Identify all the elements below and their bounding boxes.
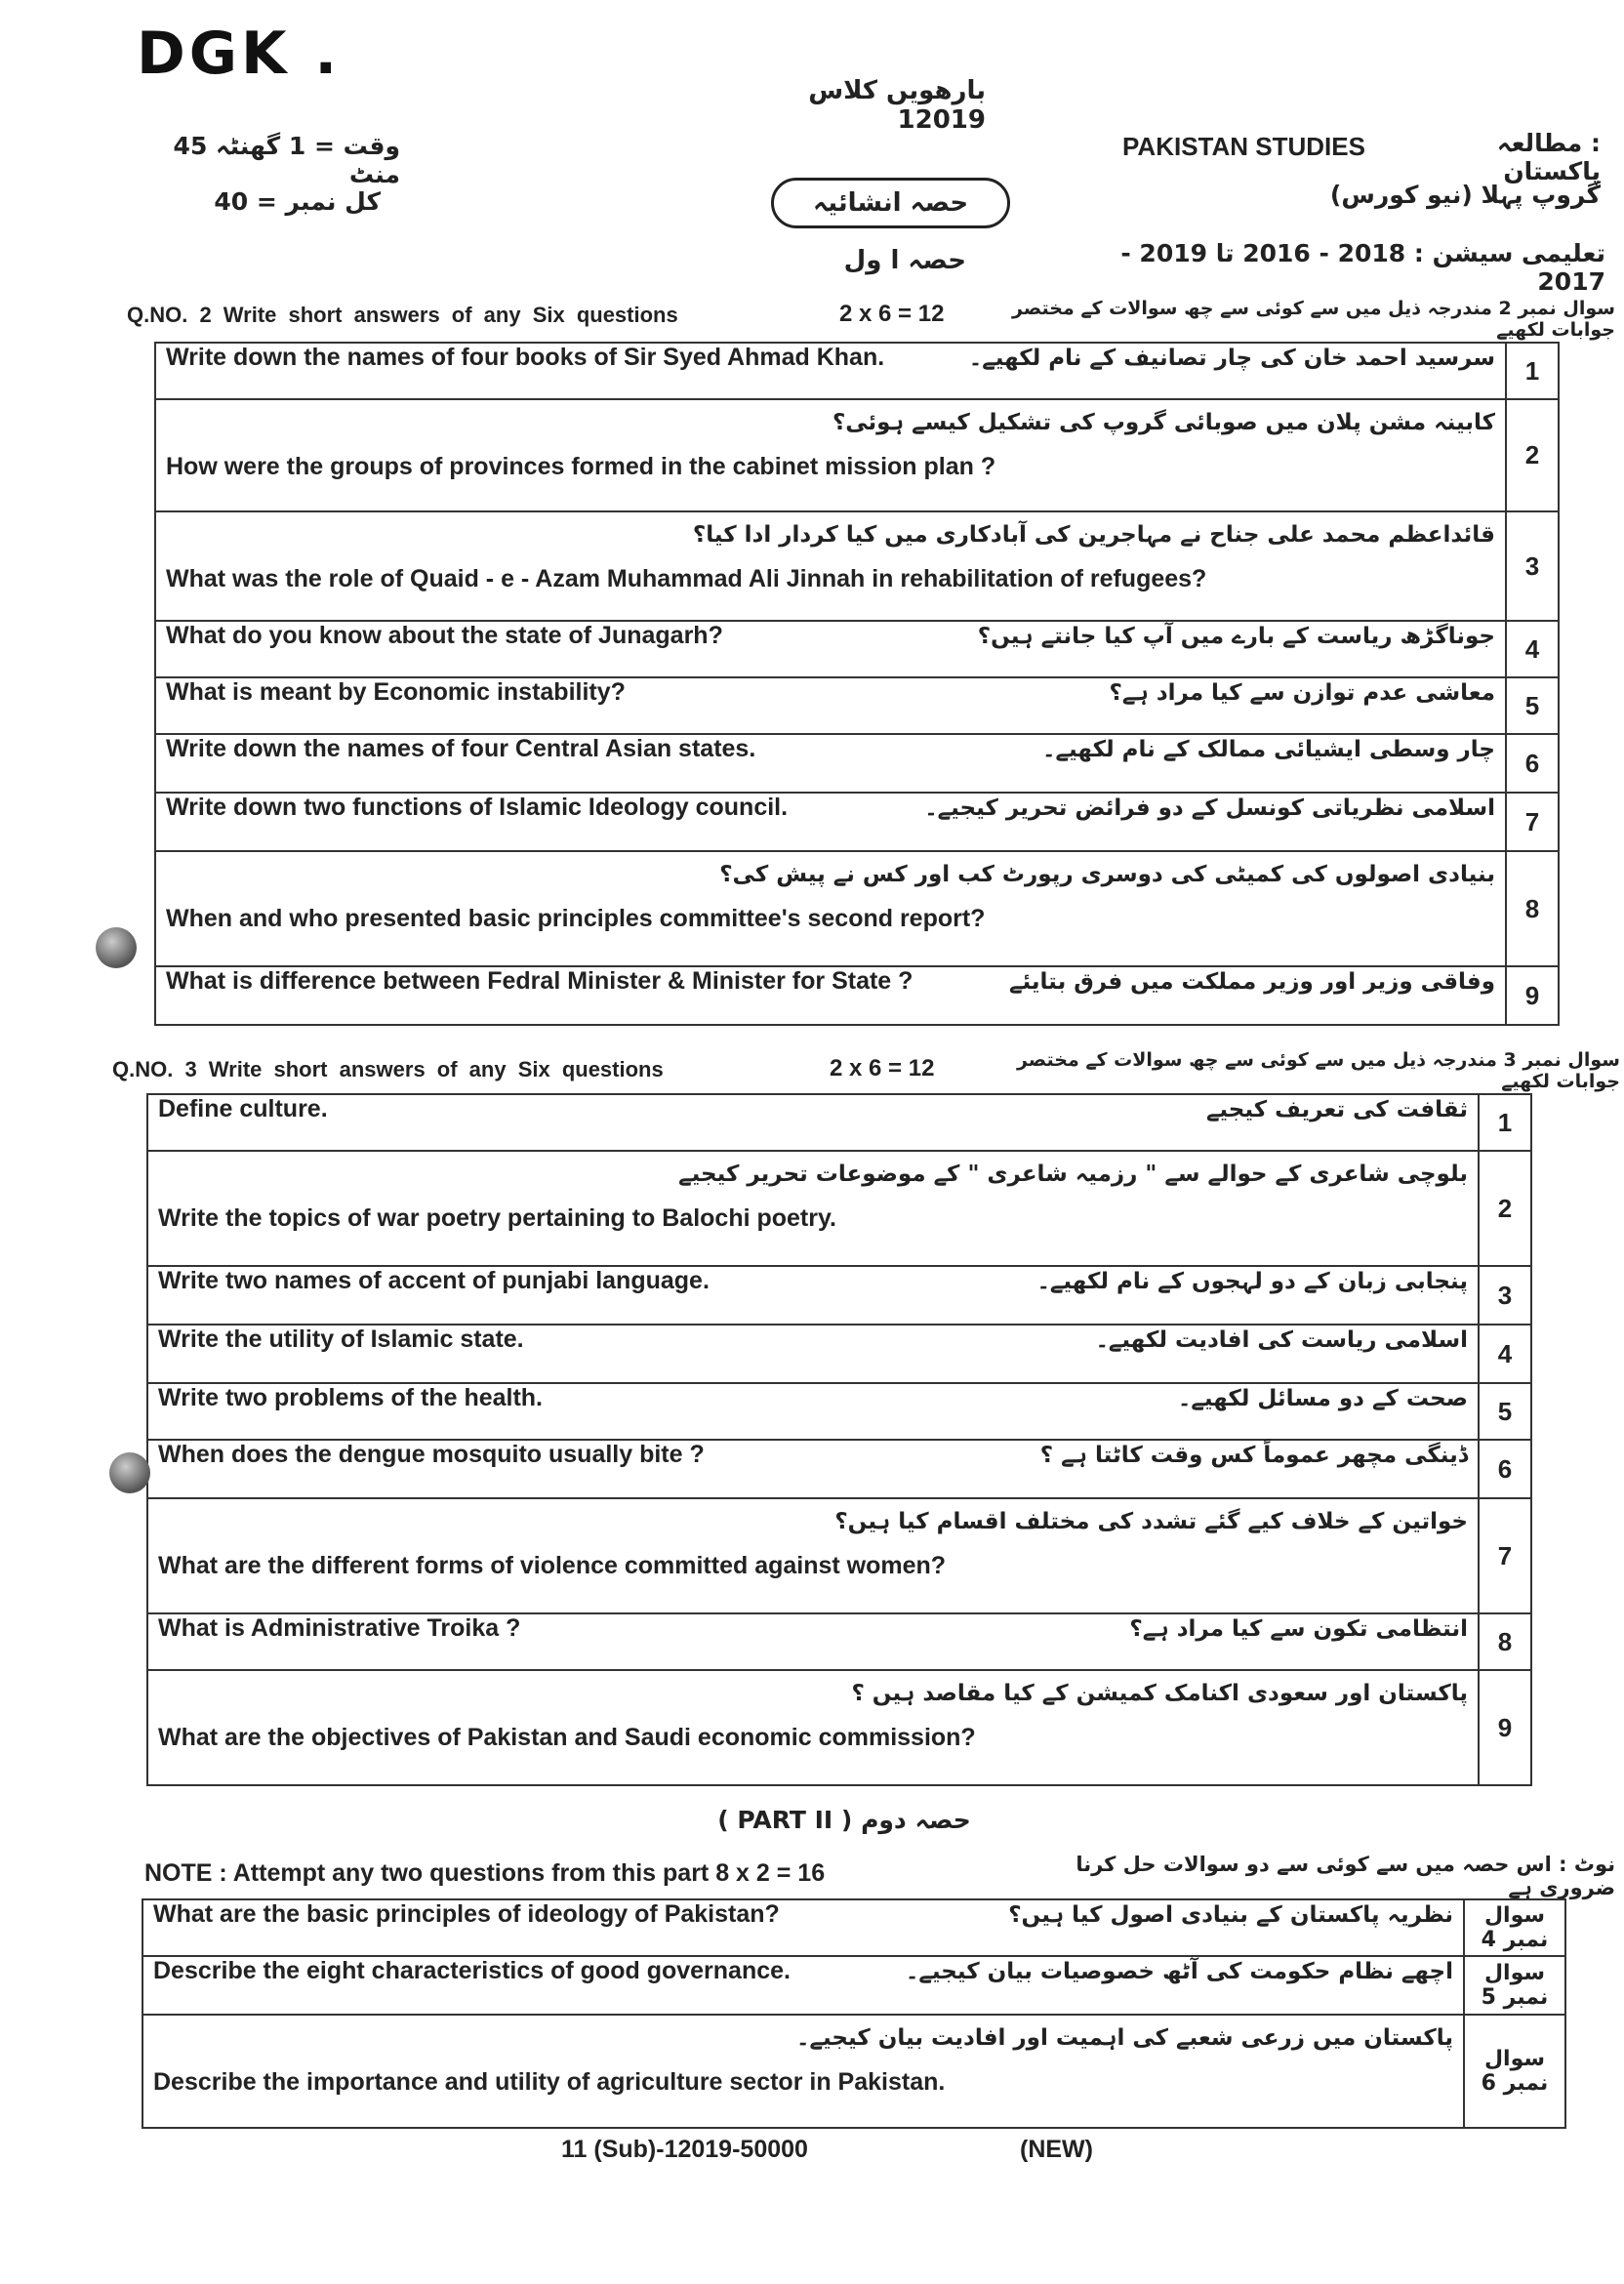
question-ur: صحت کے دو مسائل لکھیے۔: [1177, 1385, 1468, 1411]
new-tag: (NEW): [1020, 2136, 1093, 2163]
question-ur: انتظامی تکون سے کیا مراد ہے؟: [1129, 1615, 1468, 1642]
q2-marks: 2 x 6 = 12: [839, 301, 945, 327]
question-number: 8: [1479, 1613, 1531, 1670]
table-row: [147, 1325, 1531, 1383]
subject-urdu: : مطالعہ پاکستان: [1496, 129, 1601, 185]
table-row: [155, 734, 1559, 793]
question-number: 3: [1506, 511, 1559, 621]
question-number: 5: [1506, 677, 1559, 734]
question-number: 2: [1506, 399, 1559, 511]
question-en: When does the dengue mosquito usually bite ?: [158, 1441, 705, 1468]
q2-title-urdu: سوال نمبر 2 مندرجہ ذیل میں سے کوئی سے چھ سوالات کے مختصر جوابات لکھیے: [1011, 298, 1615, 341]
question-number: 1: [1479, 1094, 1531, 1151]
paper-code: 11 (Sub)-12019-50000: [561, 2136, 808, 2163]
question-en: What do you know about the state of Junagarh?: [166, 622, 723, 649]
question-number: 4: [1479, 1325, 1531, 1383]
question-ur: بلوچی شاعری کے حوالے سے " رزمیہ شاعری " کے موضوعات تحریر کیجیے: [678, 1162, 1468, 1187]
question-ur: ڈینگی مچھر عموماً کس وقت کاٹتا ہے ؟: [1039, 1442, 1468, 1468]
question-en: What are the objectives of Pakistan and Saudi economic commission?: [158, 1724, 976, 1751]
question-en: Write two names of accent of punjabi language.: [158, 1267, 710, 1294]
q3-title: Q.NO. 3 Write short answers of any Six questions: [112, 1057, 664, 1081]
question-ur: بنیادی اصولوں کی کمیٹی کی دوسری رپورٹ کب اور کس نے پیش کی؟: [719, 862, 1495, 887]
table-row: [147, 1383, 1531, 1440]
question-ur: سرسید احمد خان کی چار تصانیف کے نام لکھیے۔: [968, 345, 1495, 371]
class-line: بارھویں کلاس 12019: [808, 76, 986, 135]
question-en: Write the utility of Islamic state.: [158, 1326, 524, 1353]
question-ur: نظریہ پاکستان کے بنیادی اصول کیا ہیں؟: [1008, 1901, 1453, 1928]
question-number: 9: [1479, 1670, 1531, 1785]
question-number: 2: [1479, 1151, 1531, 1266]
note-english: NOTE : Attempt any two questions from this part 8 x 2 = 16: [144, 1859, 826, 1887]
question-ur: معاشی عدم توازن سے کیا مراد ہے؟: [1109, 679, 1495, 706]
question-number: 4: [1506, 621, 1559, 677]
part-two-heading: ( PART II ) حصہ دوم: [717, 1806, 971, 1834]
part2-table: [142, 1898, 1566, 2129]
question-en: How were the groups of provinces formed in the cabinet mission plan ?: [166, 453, 996, 480]
q3-marks: 2 x 6 = 12: [830, 1055, 935, 1081]
table-row: [142, 1899, 1565, 1956]
question-en: Describe the importance and utility of agriculture sector in Pakistan.: [153, 2068, 946, 2096]
note-urdu: نوٹ : اس حصہ میں سے کوئی سے دو سوالات حل کرنا ضروری ہے: [1076, 1853, 1615, 1899]
question-ur: پنجابی زبان کے دو لہجوں کے نام لکھیے۔: [1036, 1268, 1468, 1294]
question-en: Define culture.: [158, 1095, 328, 1122]
question-ur: خواتین کے خلاف کیے گئے تشدد کی مختلف اقسام کیا ہیں؟: [834, 1509, 1468, 1534]
question-number: 6: [1479, 1440, 1531, 1498]
table-row: [147, 1151, 1531, 1266]
question-label: سوال نمبر 6: [1464, 2015, 1565, 2128]
question-ur: اسلامی نظریاتی کونسل کے دو فرائض تحریر کیجیے۔: [924, 795, 1495, 821]
question-en: When and who presented basic principles committee's second report?: [166, 905, 986, 932]
question-en: What was the role of Quaid - e - Azam Muhammad Ali Jinnah in rehabilitation of refugees?: [166, 565, 1207, 592]
question-en: Write down the names of four Central Asian states.: [166, 735, 756, 762]
question-number: 7: [1506, 793, 1559, 851]
table-row: [155, 399, 1559, 511]
table-row: [142, 1956, 1565, 2015]
question-ur: اسلامی ریاست کی افادیت لکھیے۔: [1095, 1326, 1468, 1353]
table-row: [147, 1440, 1531, 1498]
question-number: 5: [1479, 1383, 1531, 1440]
question-en: What is Administrative Troika ?: [158, 1614, 521, 1642]
table-row: [142, 2015, 1565, 2128]
q2-table: [154, 342, 1560, 1026]
table-row: [155, 621, 1559, 677]
table-row: [147, 1498, 1531, 1613]
table-row: [155, 851, 1559, 966]
q3-title-urdu: سوال نمبر 3 مندرجہ ذیل میں سے کوئی سے چھ سوالات کے مختصر جوابات لکھیے: [1016, 1049, 1620, 1092]
table-row: [147, 1094, 1531, 1151]
question-label: سوال نمبر 5: [1464, 1956, 1565, 2015]
time-label: وقت = 1 گھنٹہ 45 منٹ: [173, 132, 400, 188]
punch-hole: [109, 1452, 150, 1493]
subject-english: PAKISTAN STUDIES: [1122, 132, 1365, 161]
question-number: 9: [1506, 966, 1559, 1025]
table-row: [155, 677, 1559, 734]
question-en: Write down the names of four books of Sir Syed Ahmad Khan.: [166, 344, 885, 371]
question-en: Write two problems of the health.: [158, 1384, 544, 1411]
table-row: [155, 793, 1559, 851]
question-number: 7: [1479, 1498, 1531, 1613]
total-marks: کل نمبر = 40: [214, 187, 381, 216]
table-row: [155, 343, 1559, 399]
question-en: Write down two functions of Islamic Ideology council.: [166, 794, 789, 821]
table-row: [147, 1613, 1531, 1670]
table-row: [147, 1670, 1531, 1785]
section-pill: حصہ انشائیہ: [771, 178, 1010, 228]
question-number: 3: [1479, 1266, 1531, 1325]
question-en: Write the topics of war poetry pertaining to Balochi poetry.: [158, 1204, 836, 1232]
group-label: گروپ پہلا (نیو کورس): [1329, 181, 1601, 209]
q2-title: Q.NO. 2 Write short answers of any Six questions: [127, 303, 678, 327]
question-en: What are the different forms of violence committed against women?: [158, 1552, 947, 1579]
punch-hole: [96, 927, 137, 968]
question-en: What is meant by Economic instability?: [166, 678, 626, 706]
question-ur: ثقافت کی تعریف کیجیے: [1205, 1096, 1468, 1122]
question-number: 6: [1506, 734, 1559, 793]
question-ur: پاکستان میں زرعی شعبے کی اہمیت اور افادیت بیان کیجیے۔: [796, 2025, 1453, 2051]
q3-table: [146, 1093, 1532, 1786]
table-row: [147, 1266, 1531, 1325]
question-label: سوال نمبر 4: [1464, 1899, 1565, 1956]
question-ur: جوناگڑھ ریاست کے بارے میں آپ کیا جانتے ہیں؟: [977, 623, 1495, 649]
question-number: 1: [1506, 343, 1559, 399]
question-number: 8: [1506, 851, 1559, 966]
question-ur: اچھے نظام حکومت کی آٹھ خصوصیات بیان کیجیے۔: [905, 1958, 1453, 1984]
question-ur: وفاقی وزیر اور وزیر مملکت میں فرق بتایئے: [1009, 968, 1495, 995]
board-mark: DGK .: [137, 20, 342, 88]
question-en: What is difference between Fedral Minister & Minister for State ?: [166, 967, 914, 995]
question-en: Describe the eight characteristics of good governance.: [153, 1957, 791, 1984]
question-ur: چار وسطی ایشیائی ممالک کے نام لکھیے۔: [1042, 736, 1495, 762]
question-ur: قائداعظم محمد علی جناح نے مہاجرین کی آبادکاری میں کیا کردار ادا کیا؟: [692, 522, 1495, 548]
question-ur: کابینہ مشن پلان میں صوبائی گروپ کی تشکیل کیسے ہوئی؟: [832, 410, 1495, 435]
question-en: What are the basic principles of ideology of Pakistan?: [153, 1900, 780, 1928]
session-label: تعلیمی سیشن : 2018 - 2016 تا 2019 - 2017: [1120, 239, 1605, 296]
question-ur: پاکستان اور سعودی اکنامک کمیشن کے کیا مقاصد ہیں ؟: [851, 1681, 1468, 1706]
part-one-label: حصہ ا ول: [843, 246, 966, 275]
table-row: [155, 511, 1559, 621]
table-row: [155, 966, 1559, 1025]
